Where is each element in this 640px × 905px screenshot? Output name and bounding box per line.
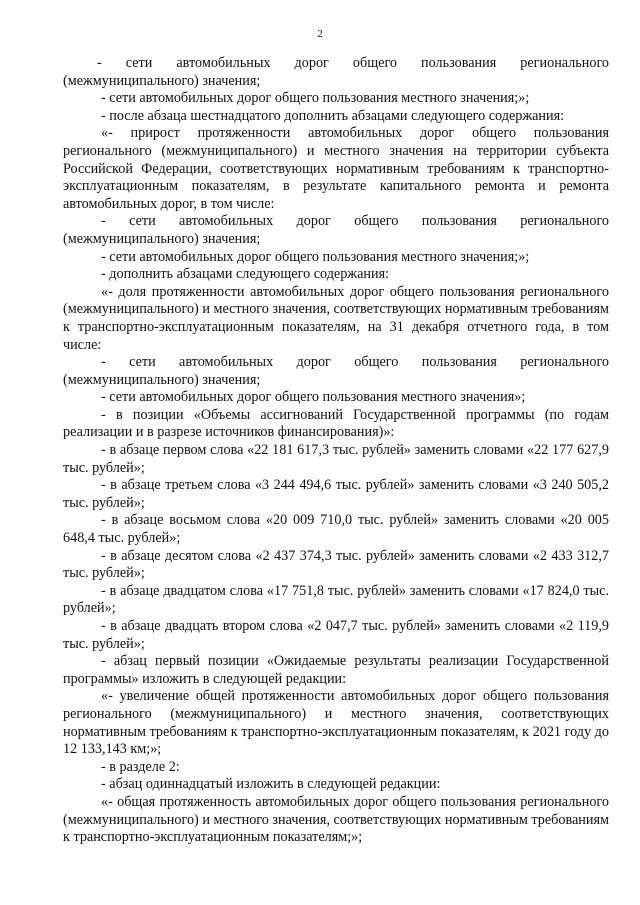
paragraph: - сети автомобильных дорог общего пользования местного значения»;	[101, 389, 526, 406]
paragraph: - сети автомобильных дорог общего пользования регионального (межмуниципального) значения;	[63, 354, 609, 388]
paragraph: - сети автомобильных дорог общего пользования местного значения;»;	[101, 248, 530, 265]
paragraph: - абзац одиннадцатый изложить в следующей редакции:	[101, 776, 441, 793]
paragraph: - в разделе 2:	[101, 758, 180, 775]
paragraph: «- общая протяженность автомобильных дорог общего пользования регионального (межмуниципального) и местного значения, соответствующих нормативным требованиям к транспортно-эксплуатационным показателям;»;	[63, 793, 609, 846]
page-number: 2	[317, 28, 323, 40]
paragraph: - в позиции «Объемы ассигнований Государственной программы (по годам реализации и в разрезе источников финансирования)»:	[63, 406, 609, 441]
paragraph: - в абзаце первом слова «22 181 617,3 тыс. рублей» заменить словами «22 177 627,9 тыс. рублей»;	[63, 442, 609, 476]
paragraph: - сети автомобильных дорог общего пользования регионального (межмуниципального) значения;	[63, 55, 609, 89]
paragraph: - абзац первый позиции «Ожидаемые результаты реализации Государственной программы» изложить в следующей редакции:	[63, 653, 609, 687]
paragraph: - сети автомобильных дорог общего пользования регионального (межмуниципального) значения;	[63, 213, 609, 247]
paragraph: - дополнить абзацами следующего содержания:	[101, 266, 390, 283]
paragraph: «- прирост протяженности автомобильных дорог общего пользования регионального (межмуниципального) и местного значения на территории субъекта Российской Федерации, соответствующих нормативным требованиям к транспортно-эксплуатационным показателям, в результате капитального ремонта и ремонта автомобильных дорог, в том числе:	[63, 125, 609, 212]
paragraph: - после абзаца шестнадцатого дополнить абзацами следующего содержания:	[101, 107, 565, 124]
document-body	[63, 55, 609, 847]
paragraph: «- увеличение общей протяженности автомобильных дорог общего пользования регионального (межмуниципального) и местного значения, соответствующих нормативным требованиям к транспортно-эксплуатационным показателям, к 2021 году до 12 133,143 км;»;	[63, 688, 609, 758]
paragraph: - в абзаце двадцатом слова «17 751,8 тыс. рублей» заменить словами «17 824,0 тыс. рублей»;	[63, 582, 609, 617]
paragraph: - в абзаце восьмом слова «20 009 710,0 тыс. рублей» заменить словами «20 005 648,4 тыс. рублей»;	[63, 512, 609, 547]
paragraph: - в абзаце десятом слова «2 437 374,3 тыс. рублей» заменить словами «2 433 312,7 тыс. рублей»;	[63, 547, 609, 582]
paragraph: «- доля протяженности автомобильных дорог общего пользования регионального (межмуниципального) и местного значения, соответствующих нормативным требованиям к транспортно-эксплуатационным показателям, на 31 декабря отчетного года, в том числе:	[63, 283, 609, 353]
paragraph: - в абзаце третьем слова «3 244 494,6 тыс. рублей» заменить словами «3 240 505,2 тыс. рублей»;	[63, 477, 609, 511]
paragraph: - сети автомобильных дорог общего пользования местного значения;»;	[101, 90, 530, 107]
paragraph: - в абзаце двадцать втором слова «2 047,7 тыс. рублей» заменить словами «2 119,9 тыс. рублей»;	[63, 618, 609, 652]
